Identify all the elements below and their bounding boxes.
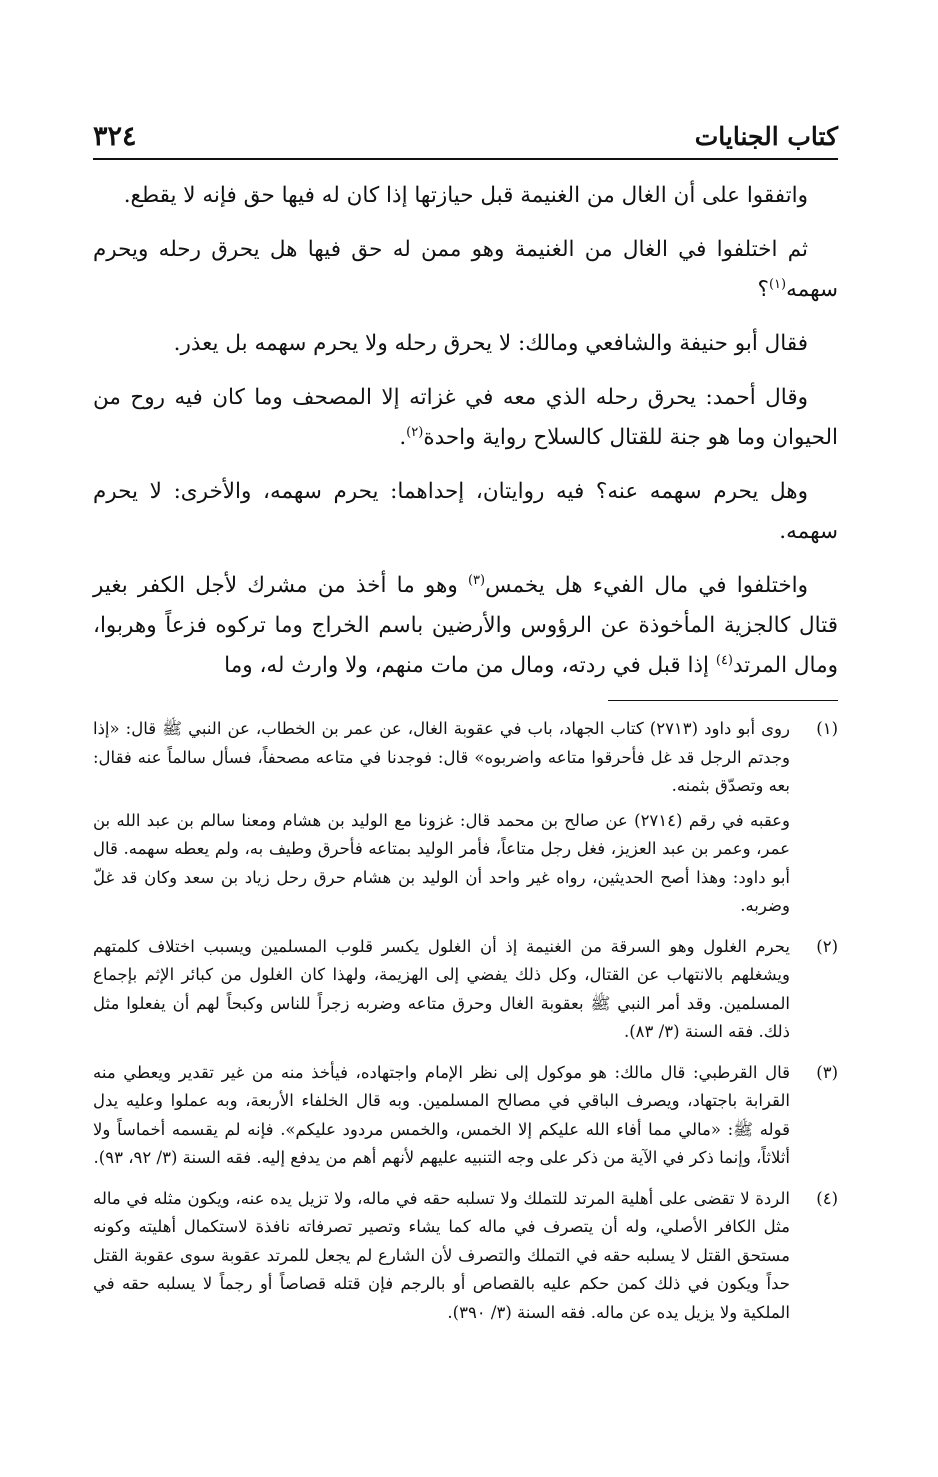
footnote-body xyxy=(93,1059,790,1179)
footnote-ref-2[interactable]: (٢) xyxy=(406,424,424,440)
footnote-body xyxy=(93,933,790,1053)
paragraph-4 xyxy=(93,378,838,458)
footnote-paragraph: وعقبه في رقم (٢٧١٤) عن صالح بن محمد قال: غزونا مع الوليد بن هشام ومعنا سالم بن عبد الله بن عمر، وعمر بن عبد العزيز، فغل رجل متاعاً، فأمر الوليد بمتاعه فأحرق وطيف به، ولم يعطه سهمه. قال أبو داود: وهذا أصح الحديثين، رواه غير واحد أن الوليد بن هشام حرق رحل زياد بن سعد وكان قد غلّ وضربه. xyxy=(93,810,790,915)
footnote-1 xyxy=(93,715,838,927)
footnote-ref-1[interactable]: (١) xyxy=(768,276,787,292)
footnote-number: (٢) xyxy=(816,936,838,956)
footnote-2 xyxy=(93,933,838,1053)
footnote-paragraph: قال القرطبي: قال مالك: هو موكول إلى نظر الإمام واجتهاده، فيأخذ منه من غير تقدير ويعطي منه القرابة باجتهاد، ويصرف الباقي في مصالح المسلمين. وبه قال الخلفاء الأربعة، وبه عملوا وعليه يدل قوله ﷺ: «مالي مما أفاء الله عليكم إلا الخمس، والخمس مردود عليكم». فإنه لم يقسمه أخماساً ولا أثلاثاً، وإنما ذكر في الآية من ذكر على وجه التنبيه عليهم لأنهم أهم من يدفع إليه. فقه السنة (٣/ ٩٢، ٩٣). xyxy=(93,1062,790,1167)
footnote-separator xyxy=(608,700,838,701)
header-rule xyxy=(93,158,838,160)
paragraph-3: فقال أبو حنيفة والشافعي ومالك: لا يحرق رحله ولا يحرم سهمه بل يعذر. xyxy=(173,331,808,356)
running-title: كتاب الجنايات xyxy=(694,122,838,151)
paragraph-6-part-a: واختلفوا في مال الفيء هل يخمس xyxy=(485,573,808,598)
footnote-4 xyxy=(93,1185,838,1334)
footnote-number: (٣) xyxy=(816,1062,838,1082)
footnote-number: (١) xyxy=(816,719,838,738)
paragraph-1: واتفقوا على أن الغال من الغنيمة قبل حيازتها إذا كان له فيها حق فإنه لا يقطع. xyxy=(123,183,808,208)
footnote-body xyxy=(93,715,790,927)
paragraph-2 xyxy=(93,230,838,310)
paragraph-6-part-b: وهو ما أخذ من مشرك لأجل الكفر بغير قتال كالجزية المأخوذة عن الرؤوس والأرضين باسم الخراج وما تركوه فزعاً وهربوا، ومال المرتد xyxy=(93,573,838,678)
paragraph-4-text: وقال أحمد: يحرق رحله الذي معه في غزاته إلا المصحف وما كان فيه روح من الحيوان وما هو جنة للقتال كالسلاح رواية واحدة xyxy=(93,385,838,450)
paragraph-4-end: . xyxy=(399,425,407,450)
paragraph-2-text: ثم اختلفوا في الغال من الغنيمة وهو ممن له حق فيها هل يحرق رحله ويحرم سهمه xyxy=(93,237,838,302)
footnote-number: (٤) xyxy=(816,1188,838,1208)
page-header xyxy=(93,120,838,158)
page-number: ٣٢٤ xyxy=(93,121,137,152)
footnote-3 xyxy=(93,1059,838,1179)
paragraph-6-part-c: إذا قبل في ردته، ومال من مات منهم، ولا وارث له، وما xyxy=(224,653,716,678)
footnote-paragraph: روى أبو داود (٢٧١٣) كتاب الجهاد، باب في عقوبة الغال، عن عمر بن الخطاب، عن النبي ﷺ قال: «إذا وجدتم الرجل قد غل فأحرقوا متاعه واضربوه» قال: فوجدنا في متاعه مصحفاً، فسأل سالماً عنه فقال: بعه وتصدّق بثمنه. xyxy=(93,719,790,795)
footnotes xyxy=(93,715,838,1333)
footnote-paragraph: الردة لا تقضى على أهلية المرتد للتملك ولا تسلبه حقه في ماله، ولا تزيل يده عنه، ويكون مثله في ماله مثل الكافر الأصلي، وله أن يتصرف في ماله كما يشاء وتصير تصرفاته نافذة لاستكمال أهليته وكونه مستحق القتل لا يسلبه حقه في التملك والتصرف لأن الشارع لم يجعل للمرتد عقوبة سوى عقوبة القتل حداً ويكون في ذلك كمن حكم عليه بالقصاص أو بالرجم فإن قتله قصاصاً أو رجماً لا يسلبه حقه في الملكية ولا يزيل يده عن ماله. فقه السنة (٣/ ٣٩٠). xyxy=(93,1188,790,1322)
footnote-ref-3[interactable]: (٣) xyxy=(467,572,486,588)
main-text xyxy=(93,176,838,686)
book-page xyxy=(93,120,838,1339)
paragraph-5: وهل يحرم سهمه عنه؟ فيه روايتان، إحداهما: يحرم سهمه، والأخرى: لا يحرم سهمه. xyxy=(93,479,838,544)
footnote-paragraph: يحرم الغلول وهو السرقة من الغنيمة إذ أن الغلول يكسر قلوب المسلمين ويسبب اختلاف كلمتهم ويشغلهم بالانتهاب عن القتال، وكل ذلك يفضي إلى الهزيمة، ولهذا كان الغلول من كبائر الإثم بإجماع المسلمين. وقد أمر النبي ﷺ بعقوبة الغال وحرق متاعه وضربه زجراً للناس وكبحاً لهم أن يفعلوا مثل ذلك. فقه السنة (٣/ ٨٣). xyxy=(93,936,790,1041)
paragraph-2-end: ؟ xyxy=(757,277,769,302)
footnote-body xyxy=(93,1185,790,1334)
footnote-ref-4[interactable]: (٤) xyxy=(715,652,733,668)
paragraph-6 xyxy=(93,566,838,686)
